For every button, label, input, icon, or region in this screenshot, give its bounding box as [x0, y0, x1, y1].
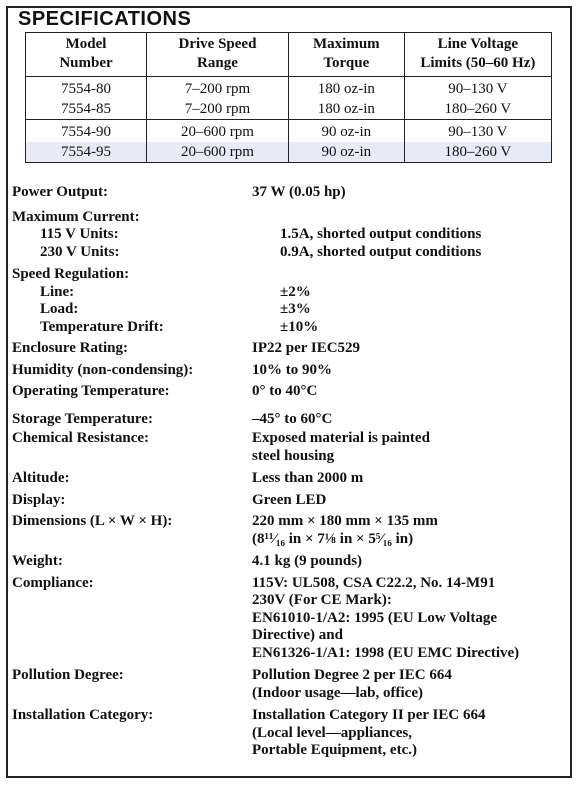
spec-row-humidity [12, 362, 568, 380]
spec-row-enclosure-rating [12, 340, 568, 358]
spec-row-display [12, 492, 568, 510]
spec-label: Maximum Current: [12, 208, 140, 225]
spec-row-maximum-current [12, 209, 568, 227]
spec-value: 0° to 40°C [252, 383, 318, 399]
spec-row-operating-temperature [12, 383, 568, 401]
cell-model: 7554-95 [26, 142, 147, 163]
spec-row-power-output [12, 184, 568, 202]
specifications-heading: SPECIFICATIONS [18, 8, 192, 30]
spec-value: IP22 per IEC529 [252, 340, 361, 356]
spec-label: Operating Temperature: [12, 383, 170, 399]
header-drive-speed-range: Drive Speed Range [146, 33, 288, 77]
spec-value: 220 mm × 180 mm × 135 mm (8¹¹⁄₁₆ in × 7⅛ in × 5⁵⁄₁₆ in) [252, 513, 438, 547]
spec-value: ±2% [280, 283, 311, 300]
table-row [26, 99, 552, 120]
header-line-voltage-limits: Line Voltage Limits (50–60 Hz) [404, 33, 551, 77]
header-maximum-torque: Maximum Torque [288, 33, 404, 77]
spec-label: Enclosure Rating: [12, 340, 128, 356]
cell-speed: 7–200 rpm [146, 99, 288, 120]
spec-label: Load: [40, 301, 79, 317]
spec-label: Line: [40, 283, 75, 300]
spec-label: 115 V Units: [40, 226, 119, 242]
spec-value: 0.9A, shorted output conditions [280, 243, 482, 260]
cell-voltage: 180–260 V [404, 99, 551, 120]
cell-torque: 90 oz-in [288, 142, 404, 163]
spec-label: Installation Category: [12, 707, 154, 723]
table-row [26, 77, 552, 100]
spec-label: Humidity (non-condensing): [12, 361, 194, 378]
spec-label: Dimensions (L × W × H): [12, 513, 173, 529]
cell-torque: 180 oz-in [288, 99, 404, 120]
spec-value: 1.5A, shorted output conditions [280, 226, 482, 242]
spec-row-storage-temperature [12, 411, 568, 429]
cell-speed: 7–200 rpm [146, 77, 288, 100]
table-row [26, 120, 552, 143]
table-header-row [26, 33, 552, 77]
spec-row-weight [12, 553, 568, 571]
spec-value [252, 209, 568, 227]
cell-speed: 20–600 rpm [146, 120, 288, 143]
spec-row-compliance [12, 575, 568, 663]
spec-value: 115V: UL508, CSA C22.2, No. 14-M91 230V (For CE Mark): EN61010-1/A2: 1995 (EU Low Voltage Directive) and EN61326-1/A1: 1998 (EU EMC Directive) [252, 574, 520, 661]
spec-row-line [12, 284, 568, 302]
spec-label: Altitude: [12, 470, 70, 486]
spec-value [252, 266, 568, 284]
spec-label: Display: [12, 491, 66, 508]
spec-label: Power Output: [12, 184, 108, 200]
cell-torque: 90 oz-in [288, 120, 404, 143]
spec-value: 4.1 kg (9 pounds) [252, 553, 363, 569]
cell-torque: 180 oz-in [288, 77, 404, 100]
cell-speed: 20–600 rpm [146, 142, 288, 163]
spec-row-pollution-degree [12, 667, 568, 702]
cell-model: 7554-90 [26, 120, 147, 143]
cell-voltage: 90–130 V [404, 77, 551, 100]
spec-label: Storage Temperature: [12, 410, 153, 427]
spec-row-temperature-drift [12, 319, 568, 337]
spec-row-speed-regulation [12, 266, 568, 284]
spec-value: Exposed material is painted steel housing [252, 430, 430, 464]
spec-value: ±10% [280, 318, 319, 335]
spec-value: Pollution Degree 2 per IEC 664 (Indoor usage—lab, office) [252, 667, 452, 701]
spec-row-115v-units [12, 226, 568, 244]
spec-value: 37 W (0.05 hp) [252, 184, 346, 200]
cell-model: 7554-80 [26, 77, 147, 100]
spec-value: ±3% [280, 301, 311, 317]
spec-label: 230 V Units: [40, 243, 120, 260]
spec-label: Chemical Resistance: [12, 430, 150, 446]
spec-row-chemical-resistance [12, 430, 568, 465]
spec-value: Less than 2000 m [252, 470, 364, 486]
cell-voltage: 180–260 V [404, 142, 551, 163]
spec-value: –45° to 60°C [252, 410, 333, 427]
spec-row-dimensions [12, 513, 568, 548]
spec-label: Compliance: [12, 574, 94, 591]
spec-value: 10% to 90% [252, 361, 332, 378]
spec-value: Green LED [252, 491, 327, 508]
spec-label: Speed Regulation: [12, 266, 130, 282]
spec-row-load [12, 301, 568, 319]
spec-label: Pollution Degree: [12, 667, 124, 683]
spec-properties-list [12, 184, 568, 760]
spec-label: Temperature Drift: [40, 318, 164, 335]
spec-label: Weight: [12, 553, 63, 569]
header-model-number: Model Number [26, 33, 147, 77]
model-spec-table [25, 32, 552, 163]
spec-row-230v-units [12, 244, 568, 262]
table-row-highlighted [26, 142, 552, 163]
spec-row-installation-category [12, 707, 568, 760]
cell-model: 7554-85 [26, 99, 147, 120]
spec-value: Installation Category II per IEC 664 (Local level—appliances, Portable Equipment, etc.) [252, 707, 486, 758]
cell-voltage: 90–130 V [404, 120, 551, 143]
spec-row-altitude [12, 470, 568, 488]
